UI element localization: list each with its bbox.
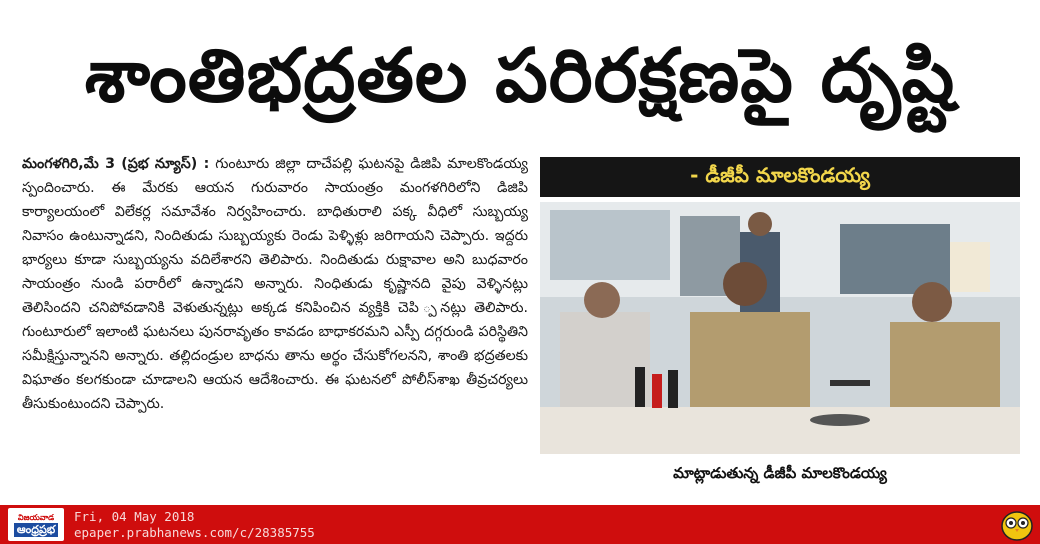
owl-icon	[1000, 508, 1034, 541]
newspaper-logo	[8, 508, 64, 541]
publication-date: Fri, 04 May 2018	[74, 508, 195, 524]
dateline: మంగళగిరి,మే 3 (ప్రభ న్యూస్) :	[22, 156, 210, 172]
footer-text	[74, 509, 315, 541]
article-text: గుంటూరు జిల్లా దాచేపల్లి ఘటనపై డిజిపి మాలకొండయ్య స్పందించారు. ఈ మేరకు ఆయన గురువారం సాయంత్రం మంగళగిరిలోని డిజిపి కార్యాలయంలో విలేకర్ల సమావేశం నిర్వహించారు. బాధితురాలి పక్క వీధిలో సుబ్బయ్య నివాసం ఉంటున్నాడని, నిందితుడు సుబ్బయ్యకు రెండు పెళ్ళిళ్లు జరిగాయని చెప్పారు. ఇద్దరు భార్యలు కూడా సుబ్బయ్యను వదిలేశారని తెలిపారు. నిందితుడు రుక్షావాల అని బుధవారం సాయంత్రం నుండి పరారీలో ఉన్నాడని అన్నారు. నింధితుడు కృష్ణానది వైపు వెళ్ళినట్లు తెలిసిందని చనిపోవడానికి వెళుతున్నట్లు అక్కడ కనిపించిన వ్యక్తికి చెపి ్పనట్లు తెలిపారు. గుంటూరులో ఇలాంటి ఘటనలు పునరావృతం కావడం బాధాకరమని ఎస్పీ దగ్గరుండి పరిస్థితిని సమీక్షిస్తున్నానని అన్నారు. తల్లిదండ్రుల బాధను తాను అర్థం చేసుకోగలనని, శాంతి భద్రతలకు విఘాతం కలగకుండా చూడాలని ఆయన ఆదేశించారు. ఈ ఘటనలో పోలీస్‌శాఖ తీవ్రచర్యలు తీసుకుంటుందని చెప్పారు.	[22, 156, 528, 412]
article-body	[22, 152, 528, 492]
logo-title: ఆంధ్రప్రభ	[14, 523, 58, 537]
epaper-url[interactable]: epaper.prabhanews.com/c/28385755	[74, 524, 315, 540]
press-conference-photo	[540, 202, 1020, 454]
photo-caption: మాట్లాడుతున్న డీజీపీ మాలకొండయ్య	[673, 464, 887, 482]
photo-illustration	[540, 202, 1020, 454]
logo-edition: విజయవాడ	[17, 512, 55, 522]
byline-bar	[540, 157, 1020, 197]
headline: శాంతిభద్రతల పరిరక్షణపై దృష్టి	[84, 33, 956, 119]
byline: - డీజీపీ మాలకొండయ్య	[690, 162, 870, 187]
footer-bar	[0, 505, 1040, 544]
